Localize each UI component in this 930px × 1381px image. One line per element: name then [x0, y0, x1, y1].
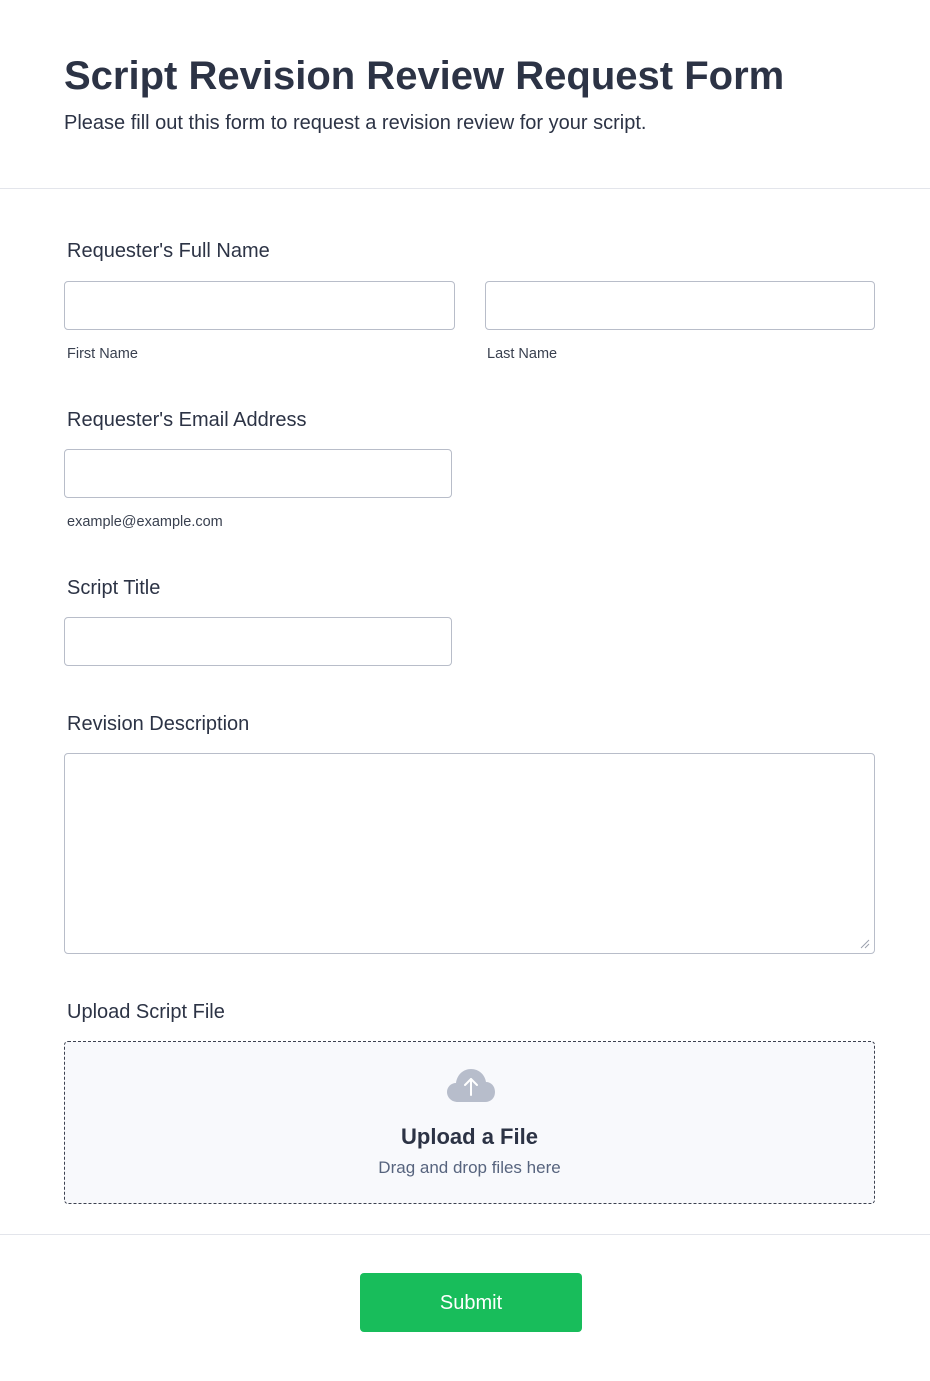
upload-title: Upload a File [401, 1124, 538, 1149]
cloud-upload-icon [446, 1068, 496, 1104]
form-header [0, 0, 930, 189]
first-name-input[interactable] [64, 281, 455, 330]
resize-grip-icon[interactable] [858, 937, 870, 949]
footer-divider [0, 1234, 930, 1235]
first-name-sublabel: First Name [67, 346, 138, 362]
upload-label: Upload Script File [67, 1001, 225, 1023]
script-title-label: Script Title [67, 577, 161, 599]
form-subtitle: Please fill out this form to request a revision review for your script. [64, 112, 647, 134]
email-field[interactable] [64, 449, 452, 498]
last-name-input[interactable] [485, 281, 875, 330]
email-sublabel: example@example.com [67, 514, 223, 530]
file-upload-dropzone[interactable] [64, 1041, 875, 1204]
last-name-sublabel: Last Name [487, 346, 558, 362]
full-name-label: Requester's Full Name [67, 240, 270, 262]
email-label: Requester's Email Address [67, 409, 307, 431]
upload-hint: Drag and drop files here [378, 1158, 561, 1177]
form-title: Script Revision Review Request Form [64, 54, 785, 98]
submit-button[interactable]: Submit [360, 1273, 582, 1332]
script-title-input[interactable] [64, 617, 452, 666]
revision-description-label: Revision Description [67, 713, 250, 735]
revision-description-textarea[interactable] [64, 753, 875, 954]
